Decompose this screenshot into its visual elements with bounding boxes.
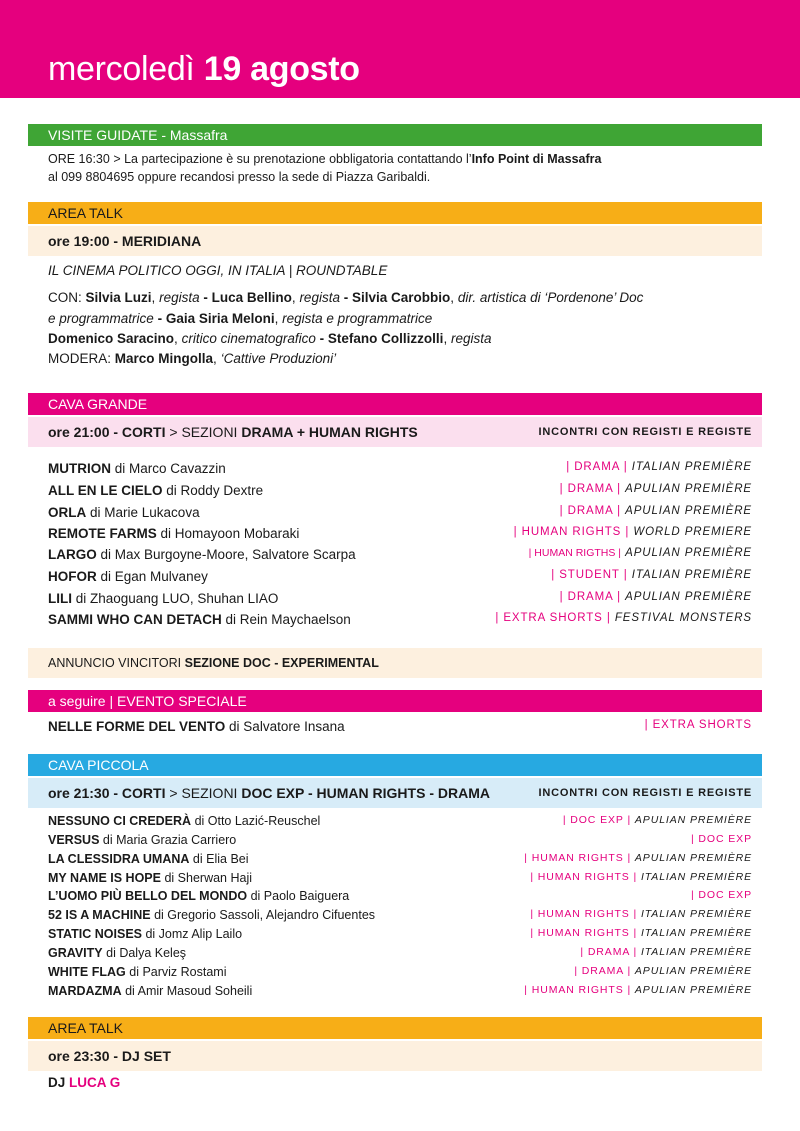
film-premiere: APULIAN PREMIÈRE: [634, 965, 752, 977]
annuncio-bar: [28, 648, 762, 678]
evento-pre: a seguire: [48, 693, 106, 709]
talk2-time: ore 23:30 - DJ SET: [48, 1048, 171, 1064]
title-day: mercoledì: [48, 50, 195, 88]
film-title: NELLE FORME DEL VENTO: [48, 719, 226, 734]
cava-piccola-time-bar: [28, 778, 762, 808]
film-row: [48, 612, 752, 632]
film-title: LA CLESSIDRA UMANA: [48, 852, 190, 866]
film-title: MY NAME IS HOPE: [48, 871, 161, 885]
film-premiere: APULIAN PREMIÈRE: [634, 984, 752, 996]
film-title: LILI: [48, 591, 72, 606]
page-header: [0, 0, 800, 98]
annuncio-label: ANNUNCIO VINCITORI: [48, 656, 182, 670]
visite-info-point: Info Point di Massafra: [471, 152, 602, 166]
film-section: | HUMAN RIGTHS |: [528, 547, 622, 559]
film-section: | DOC EXP: [690, 889, 752, 901]
cava-piccola-time: ore 21:30 - CORTI: [48, 785, 166, 801]
visite-info: [48, 150, 762, 186]
film-title: SAMMI WHO CAN DETACH: [48, 612, 222, 627]
film-director: di Max Burgoyne-Moore, Salvatore Scarpa: [100, 547, 356, 562]
film-row: [48, 526, 752, 546]
film-premiere: ITALIAN PREMIÈRE: [631, 569, 752, 581]
film-row: [48, 889, 752, 907]
talk2-time-bar: [28, 1041, 762, 1071]
film-director: di Gregorio Sassoli, Alejandro Cifuentes: [154, 908, 376, 922]
film-title: GRAVITY: [48, 946, 103, 960]
title-date: 19 agosto: [203, 50, 360, 88]
film-section: | DRAMA |: [566, 461, 628, 473]
guest-role: regista: [299, 290, 340, 305]
film-row: [48, 483, 752, 503]
sezioni-label: > SEZIONI: [169, 785, 238, 801]
film-director: di Otto Lazić-Reuschel: [194, 814, 321, 828]
film-director: di Homayoon Mobaraki: [160, 526, 300, 541]
dj-name: LUCA G: [69, 1075, 121, 1090]
film-section: | HUMAN RIGHTS |: [530, 927, 638, 939]
guest-name: Silvia Carobbio: [352, 290, 451, 305]
film-title: NESSUNO CI CREDERÀ: [48, 814, 192, 828]
film-director: di Rein Maychaelson: [225, 612, 351, 627]
film-premiere: APULIAN PREMIÈRE: [634, 814, 752, 826]
modera-label: MODERA:: [48, 351, 112, 366]
visite-place: - Massafra: [161, 127, 228, 143]
talk2-section-bar: [28, 1017, 762, 1039]
film-section: | DRAMA |: [559, 591, 622, 603]
film-title: ORLA: [48, 505, 87, 520]
film-premiere: APULIAN PREMIÈRE: [625, 505, 752, 517]
film-director: di Amir Masoud Soheili: [125, 984, 253, 998]
talk1-guests: CON: Silvia Luzi, regista - Luca Bellino, regista - Silvia Carobbio, dir. artistica di ‘Pordenone’ Doc e programmatrice - Gaia Siria Meloni, regista e programmatrice Domenico Saracino, critico cinematografico - Stefano Collizzolli, regista: [48, 290, 644, 346]
film-director: di Marie Lukacova: [90, 505, 200, 520]
film-premiere: ITALIAN PREMIÈRE: [631, 461, 752, 473]
film-premiere: ITALIAN PREMIÈRE: [640, 908, 752, 920]
film-director: di Sherwan Haji: [164, 871, 253, 885]
film-section: | HUMAN RIGHTS |: [524, 984, 632, 996]
film-section: | DRAMA |: [559, 483, 622, 495]
film-director: di Salvatore Insana: [229, 719, 345, 734]
talk2-title: AREA TALK: [48, 1020, 123, 1036]
film-section: | DRAMA |: [574, 965, 632, 977]
film-director: di Parviz Rostami: [129, 965, 227, 979]
film-row: [48, 591, 752, 611]
talk1-moderator: MODERA: Marco Mingolla, ‘Cattive Produzioni’: [48, 351, 337, 366]
film-title: WHITE FLAG: [48, 965, 126, 979]
guest-role: regista e programmatrice: [282, 310, 433, 326]
film-director: di Egan Mulvaney: [100, 569, 208, 584]
film-director: di Dalya Keleş: [106, 946, 187, 960]
guest-name: Domenico Saracino: [48, 331, 175, 346]
film-title: VERSUS: [48, 833, 100, 847]
film-premiere: FESTIVAL MONSTERS: [614, 612, 752, 624]
film-section: | HUMAN RIGHTS |: [530, 908, 638, 920]
guest-role: dir. artistica di ‘Pordenone’ Doc: [457, 290, 644, 305]
film-section: | HUMAN RIGHTS |: [513, 526, 630, 538]
film-title: HOFOR: [48, 569, 97, 584]
evento-title: | EVENTO SPECIALE: [109, 693, 247, 709]
dj-line: [48, 1074, 762, 1092]
film-premiere: APULIAN PREMIÈRE: [625, 483, 752, 495]
film-row: [48, 569, 752, 589]
film-director: di Paolo Baiguera: [250, 889, 350, 903]
film-title: REMOTE FARMS: [48, 526, 157, 541]
film-section: | DRAMA |: [580, 946, 638, 958]
visite-title: VISITE GUIDATE: [48, 127, 158, 143]
film-row: [48, 833, 752, 851]
cava-grande-title: CAVA GRANDE: [48, 396, 148, 412]
film-row: [48, 814, 752, 832]
film-premiere: APULIAN PREMIÈRE: [634, 852, 752, 864]
incontri-label: INCONTRI CON REGISTI E REGISTE: [538, 787, 752, 799]
cava-grande-time: ore 21:00 - CORTI: [48, 424, 166, 440]
film-title: LARGO: [48, 547, 97, 562]
film-director: di Maria Grazia Carriero: [102, 833, 237, 847]
incontri-label: INCONTRI CON REGISTI E REGISTE: [538, 426, 752, 438]
film-director: di Marco Cavazzin: [114, 461, 226, 476]
annuncio-value: SEZIONE DOC - EXPERIMENTAL: [184, 656, 379, 670]
film-premiere: APULIAN PREMIÈRE: [625, 591, 752, 603]
visite-section-bar: [28, 124, 762, 146]
cava-piccola-section-bar: [28, 754, 762, 776]
film-row: [48, 984, 752, 1002]
film-row: [48, 871, 752, 889]
film-row: [48, 927, 752, 945]
cava-grande-time-bar: [28, 417, 762, 447]
film-title: MUTRION: [48, 461, 111, 476]
page-title: [48, 50, 360, 89]
film-row: [48, 852, 752, 870]
evento-section-bar: [28, 690, 762, 712]
talk1-time-bar: [28, 226, 762, 256]
film-premiere: APULIAN PREMIÈRE: [625, 547, 752, 559]
talk1-time: ore 19:00 - MERIDIANA: [48, 233, 202, 249]
film-premiere: ITALIAN PREMIÈRE: [640, 927, 752, 939]
film-title: MARDAZMA: [48, 984, 122, 998]
modera-name: Marco Mingolla: [114, 351, 214, 366]
film-director: di Jomz Alip Lailo: [145, 927, 243, 941]
guest-name: Gaia Siria Meloni: [165, 310, 275, 326]
guest-role: regista: [450, 331, 492, 346]
sezioni-label: > SEZIONI: [169, 424, 238, 440]
film-title: L’UOMO PIÙ BELLO DEL MONDO: [48, 889, 248, 903]
film-section: | HUMAN RIGHTS |: [530, 871, 638, 883]
film-row: [48, 547, 752, 567]
talk1-title: AREA TALK: [48, 205, 123, 221]
film-section: | DOC EXP |: [562, 814, 632, 826]
film-row: [48, 965, 752, 983]
film-section: | EXTRA SHORTS |: [495, 612, 611, 624]
guest-role: regista: [159, 290, 200, 305]
film-section: | STUDENT |: [551, 569, 628, 581]
film-title: 52 IS A MACHINE: [48, 908, 151, 922]
visite-line2: al 099 8804695 oppure recandosi presso la sede di Piazza Garibaldi.: [48, 170, 431, 184]
film-premiere: ITALIAN PREMIÈRE: [640, 871, 752, 883]
dj-pre: DJ: [48, 1075, 66, 1090]
guest-role: critico cinematografico: [181, 331, 316, 346]
film-director: di Zhaoguang LUO, Shuhan LIAO: [75, 591, 279, 606]
sezioni: DOC EXP - HUMAN RIGHTS - DRAMA: [241, 785, 490, 801]
film-title: STATIC NOISES: [48, 927, 142, 941]
film-row: [48, 505, 752, 525]
film-row: [48, 946, 752, 964]
visite-time: ORE 16:30: [48, 152, 110, 166]
film-title: ALL EN LE CIELO: [48, 483, 163, 498]
film-section: | DRAMA |: [559, 505, 622, 517]
talk1-headline: IL CINEMA POLITICO OGGI, IN ITALIA | ROUNDTABLE: [48, 263, 388, 278]
film-row: [48, 908, 752, 926]
visite-line1: > La partecipazione è su prenotazione obbligatoria contattando l’: [113, 152, 472, 166]
film-section: | EXTRA SHORTS: [644, 719, 752, 731]
talk1-section-bar: [28, 202, 762, 224]
modera-role: ‘Cattive Produzioni’: [220, 351, 337, 366]
guest-name: Luca Bellino: [211, 290, 292, 305]
cava-piccola-title: CAVA PICCOLA: [48, 757, 149, 773]
sezioni: DRAMA + HUMAN RIGHTS: [241, 424, 418, 440]
film-row: [48, 719, 752, 739]
film-director: di Roddy Dextre: [166, 483, 264, 498]
cava-grande-section-bar: [28, 393, 762, 415]
film-section: | DOC EXP: [690, 833, 752, 845]
film-section: | HUMAN RIGHTS |: [524, 852, 632, 864]
guest-name: Silvia Luzi: [85, 290, 152, 305]
film-director: di Elia Bei: [192, 852, 249, 866]
film-premiere: WORLD PREMIERE: [633, 526, 752, 538]
con-label: CON:: [48, 290, 82, 305]
film-row: [48, 461, 752, 481]
guest-name: Stefano Collizzolli: [327, 331, 444, 346]
guest-role: e programmatrice: [48, 310, 154, 326]
film-premiere: ITALIAN PREMIÈRE: [640, 946, 752, 958]
